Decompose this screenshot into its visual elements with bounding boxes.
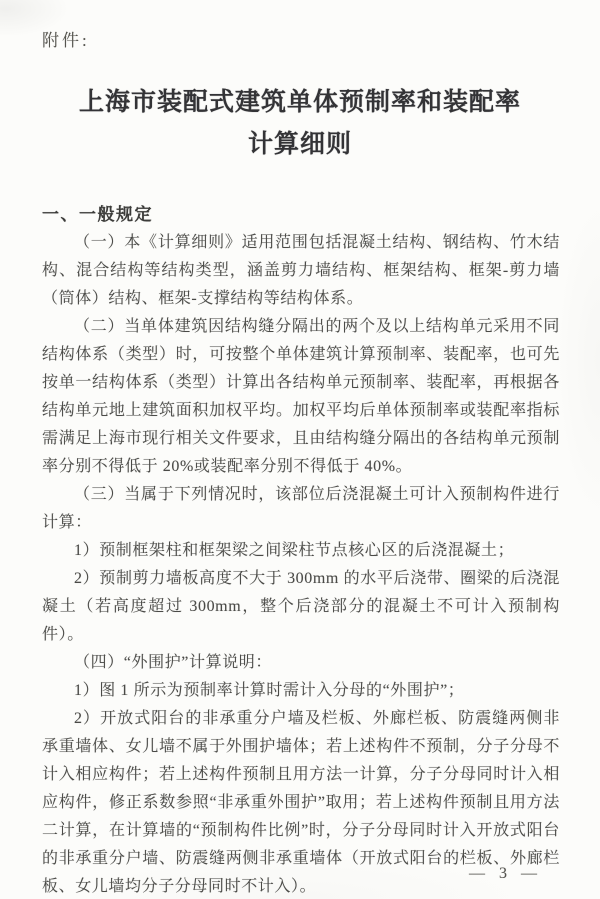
paragraph-3-item-1: 1）预制框架柱和框架梁之间梁柱节点核心区的后浇混凝土； <box>74 542 515 559</box>
paragraph-1-scope: （一）本《计算细则》适用范围包括混凝土结构、钢结构、竹木结构、混合结构等结构类型，涵盖剪力墙结构、框架结构、框架-剪力墙（筒体）结构、框架-支撑结构等结构体系。 <box>42 234 560 307</box>
paragraph-4-item-2: 2）开放式阳台的非承重分户墙及栏板、外廊栏板、防震缝两侧非承重墙体、女儿墙不属于外围护墙体；若上述构件不预制，分子分母不计入相应构件；若上述构件预制且用方法一计算，分子分母同时计入相应构件，修正系数参照“非承重外围护”取用；若上述构件预制且用方法二计算，在计算墙的“预制构件比例”时，分子分母同时计入开放式阳台的非承重分户墙、防震缝两侧非承重墙体（开放式阳台的栏板、外廊栏板、女儿墙均分子分母同时不计入）。 <box>42 710 560 895</box>
paragraph-4-item-1: 1）图 1 所示为预制率计算时需计入分母的“外围护”； <box>74 682 465 699</box>
document-title <box>0 82 600 166</box>
paragraph-4-outer-envelope: （四）“外围护”计算说明： <box>74 654 273 671</box>
section-heading-general-provisions: 一、一般规定 <box>42 205 153 224</box>
paragraph-2-structural-units: （二）当单体建筑因结构缝分隔出的两个及以上结构单元采用不同结构体系（类型）时，可按整个单体建筑计算预制率、装配率，也可先按单一结构体系（类型）计算出各结构单元预制率、装配率，再根据各结构单元地上建筑面积加权平均。加权平均后单体预制率或装配率指标需满足上海市现行相关文件要求，且由结构缝分隔出的各结构单元预制率分别不得低于 20%或装配率分别不得低于 40%。 <box>42 318 560 475</box>
document-title-line-2: 计算细则 <box>247 131 352 158</box>
paragraph-3-cast-in-place-concrete: （三）当属于下列情况时，该部位后浇混凝土可计入预制构件进行计算： <box>42 486 560 531</box>
paragraph-3-item-2: 2）预制剪力墙板高度不大于 300mm 的水平后浇带、圈梁的后浇混凝土（若高度超过 300mm，整个后浇部分的混凝土不可计入预制构件）。 <box>42 570 560 643</box>
page-number: — 3 — <box>469 865 542 882</box>
attachment-label: 附件: <box>42 31 90 50</box>
document-title-line-1: 上海市装配式建筑单体预制率和装配率 <box>78 89 521 116</box>
document-body <box>42 201 560 899</box>
